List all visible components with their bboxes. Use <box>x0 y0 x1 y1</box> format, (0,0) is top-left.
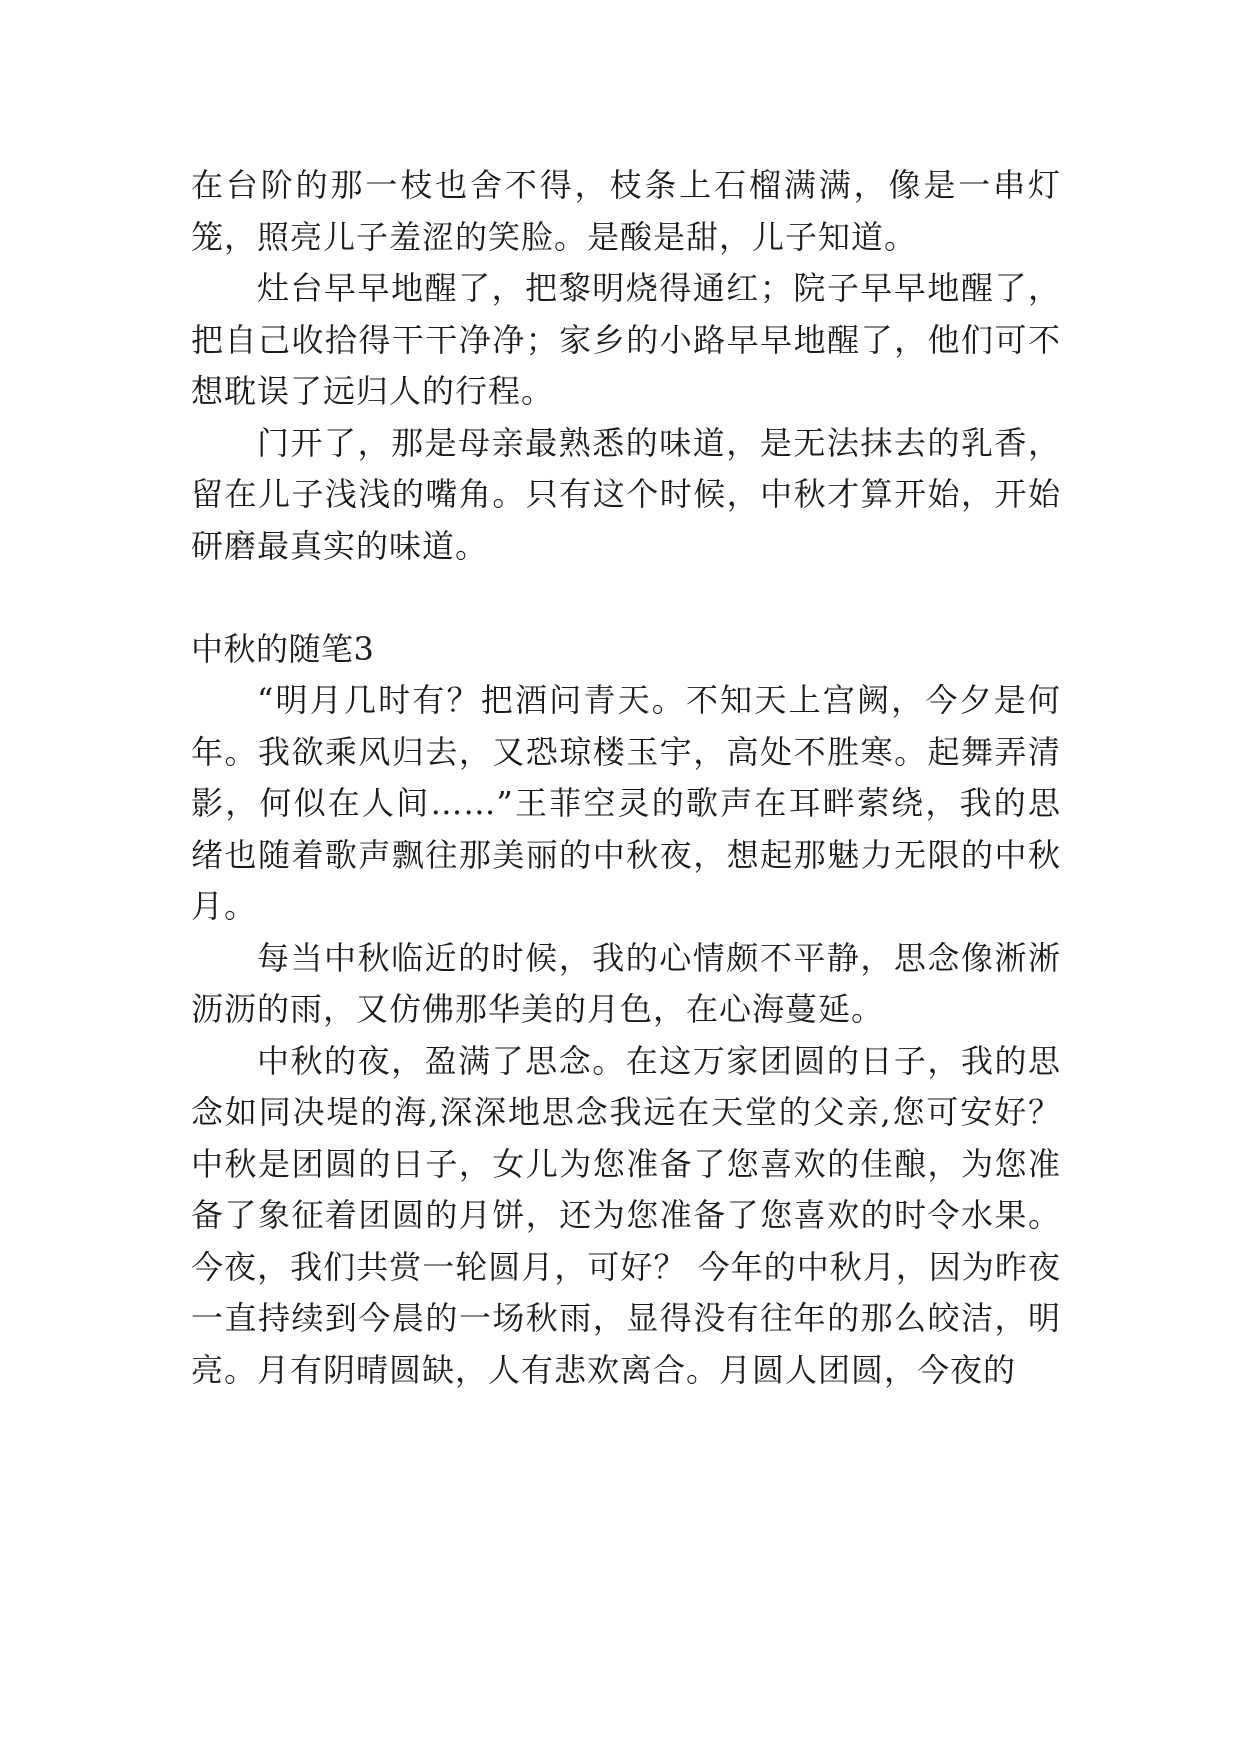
paragraph-continued: 在台阶的那一枝也舍不得，枝条上石榴满满，像是一串灯笼，照亮儿子羞涩的笑脸。是酸是甜，儿子知道。 <box>191 166 1061 256</box>
paragraph: 灶台早早地醒了，把黎明烧得通红；院子早早地醒了，把自己收拾得干干净净；家乡的小路早早地醒了，他们可不想耽误了远归人的行程。 <box>191 269 1061 410</box>
paragraph: 中秋的夜，盈满了思念。在这万家团圆的日子，我的思念如同决堤的海,深深地思念我远在天堂的父亲,您可安好？中秋是团圆的日子，女儿为您准备了您喜欢的佳酿，为您准备了象征着团圆的月饼，还为您准备了您喜欢的时令水果。今夜，我们共赏一轮圆月，可好？ 今年的中秋月，因为昨夜一直持续到今晨的一场秋雨，显得没有往年的那么皎洁，明亮。月有阴晴圆缺，人有悲欢离合。月圆人团圆，今夜的 <box>191 1041 1061 1389</box>
paragraph: 每当中秋临近的时候，我的心情颇不平静，思念像淅淅沥沥的雨，又仿佛那华美的月色，在心海蔓延。 <box>191 938 1061 1028</box>
paragraph: 门开了，那是母亲最熟悉的味道，是无法抹去的乳香，留在儿子浅浅的嘴角。只有这个时候，中秋才算开始，开始研磨最真实的味道。 <box>191 423 1061 565</box>
section-title: 中秋的随笔3 <box>191 629 375 668</box>
document-body <box>191 160 1061 1396</box>
paragraph: “明月几时有？把酒问青天。不知天上宫阙，今夕是何年。我欲乘风归去，又恐琼楼玉宇，高处不胜寒。起舞弄清影，何似在人间……”王菲空灵的歌声在耳畔萦绕，我的思绪也随着歌声飘往那美丽的中秋夜，想起那魅力无限的中秋月。 <box>191 681 1061 925</box>
